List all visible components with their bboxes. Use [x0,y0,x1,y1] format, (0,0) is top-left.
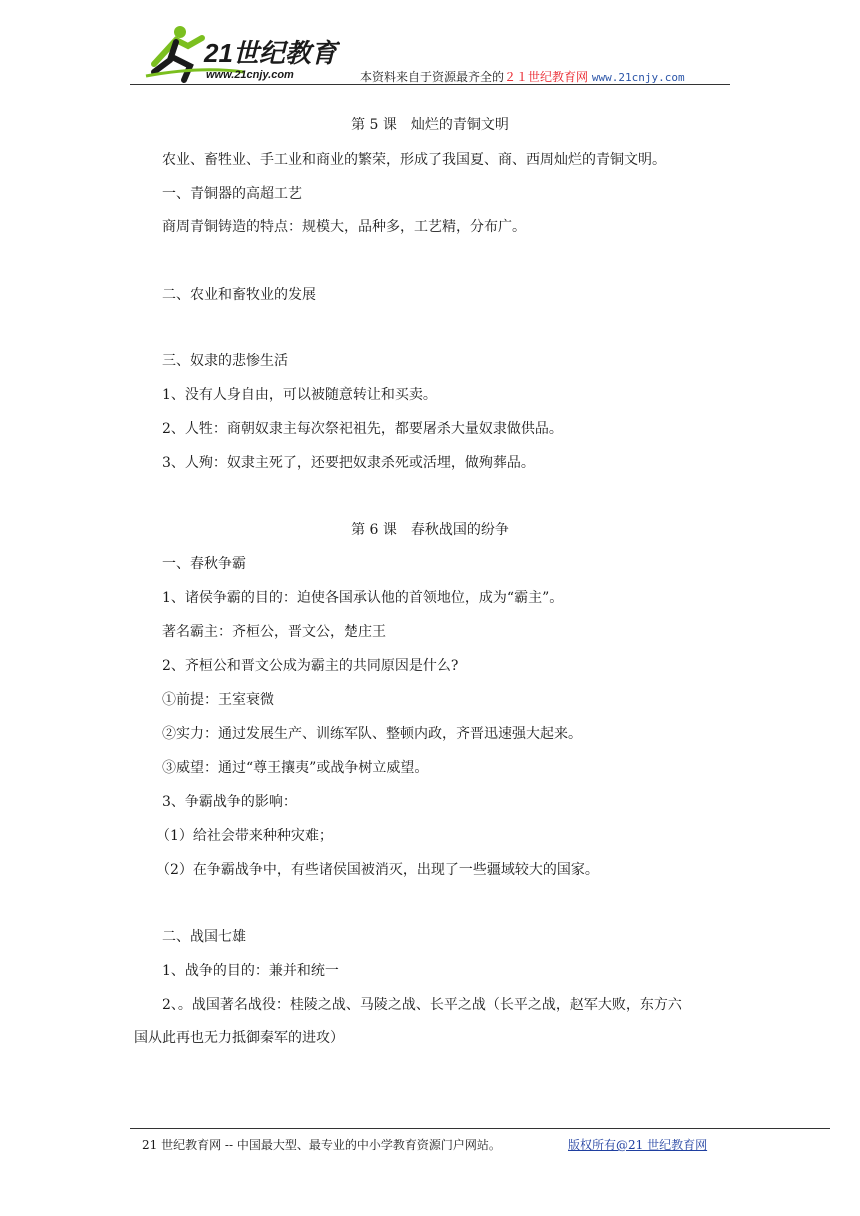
lesson6-item-2c: ③威望：通过“尊王攘夷”或战争树立威望。 [162,760,429,776]
page-header [130,20,730,86]
lesson5-item-2: 2、人牲：商朝奴隶主每次祭祀祖先，都要屠杀大量奴隶做供品。 [162,421,563,437]
header-notice [360,68,685,85]
lesson6-section-1: 一、春秋争霸 [162,556,246,572]
lesson6-section-2-item-2: 2、。战国著名战役：桂陵之战、马陵之战、长平之战（长平之战，赵军大败，东方六 [162,997,682,1013]
lesson6-famous-hegemons: 著名霸主：齐桓公，晋文公，楚庄王 [162,624,386,640]
lesson6-section-2-item-1: 1、战争的目的：兼并和统一 [162,963,339,979]
lesson6-item-3: 3、争霸战争的影响： [162,794,297,810]
lesson5-intro: 农业、畜牲业、手工业和商业的繁荣，形成了我国夏、商、西周灿烂的青铜文明。 [162,152,666,168]
lesson5-item-1: 1、没有人身自由，可以被随意转让和买卖。 [162,387,437,403]
lesson6-item-3b: （2）在争霸战争中，有些诸侯国被消灭，出现了一些疆域较大的国家。 [156,862,599,878]
lesson5-section-2: 二、农业和畜牧业的发展 [162,287,316,303]
footer-copyright-link[interactable]: 版权所有@21 世纪教育网 [568,1138,708,1152]
lesson6-section-2: 二、战国七雄 [162,929,246,945]
lesson6-item-3a: （1）给社会带来种种灾难； [156,828,333,844]
lesson6-section-2-item-2-cont: 国从此再也无力抵御秦军的进攻） [134,1030,344,1046]
header-url[interactable]: www.21cnjy.com [591,71,685,84]
logo-21cnjy [140,20,340,84]
logo-url: www.21cnjy.com [206,69,294,81]
lesson5-section-1-text: 商周青铜铸造的特点：规模大，品种多，工艺精，分布广。 [162,219,526,235]
lesson6-title: 第 6 课 春秋战国的纷争 [351,522,509,538]
header-brand: ２１世纪教育网 [504,70,589,84]
lesson6-item-1: 1、诸侯争霸的目的：迫使各国承认他的首领地位，成为“霸主”。 [162,590,564,606]
page-footer [130,1128,830,1152]
lesson5-item-3: 3、人殉：奴隶主死了，还要把奴隶杀死或活埋，做殉葬品。 [162,455,535,471]
footer-text: 21 世纪教育网 -- 中国最大型、最专业的中小学教育资源门户网站。 [142,1138,501,1152]
header-divider [130,84,730,85]
lesson5-section-3: 三、奴隶的悲惨生活 [162,353,288,369]
lesson5-title: 第 5 课 灿烂的青铜文明 [351,117,509,133]
lesson5-section-1: 一、青铜器的高超工艺 [162,186,302,202]
lesson6-item-2a: ①前提：王室衰微 [162,692,274,708]
header-notice-prefix: 本资料来自于资源最齐全的 [360,70,505,84]
footer-divider [130,1128,830,1129]
logo-wordmark: 21世纪教育 [204,38,337,68]
lesson6-item-2: 2、齐桓公和晋文公成为霸主的共同原因是什么? [162,658,459,674]
lesson6-item-2b: ②实力：通过发展生产、训练军队、整顿内政，齐晋迅速强大起来。 [162,726,582,742]
